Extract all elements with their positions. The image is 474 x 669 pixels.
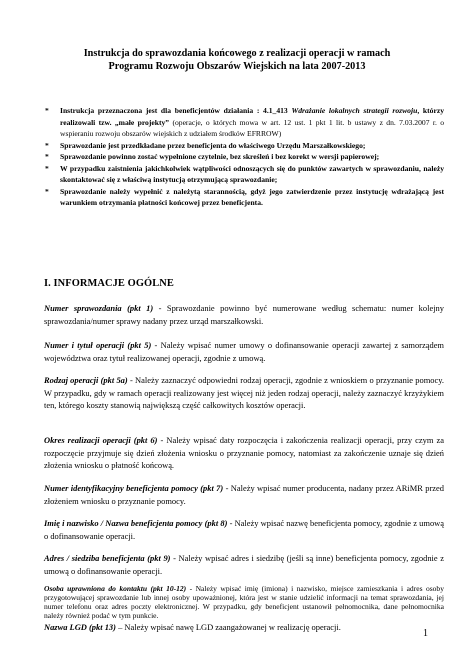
bullet-2: [45, 140, 444, 152]
title-line-1: Instrukcja do sprawozdania końcowego z realizacji operacji w ramach: [83, 48, 391, 59]
bullet-1-text-d: (operacje, o których mowa w art. 12 ust. 1 pkt 1 lit. b ustawy z dn. 7.03.2007 r. o wspieraniu rozwoju obszarów wiejskich z udziałem środków EFRROW): [60, 117, 444, 138]
paragraph-text: - Należy zaznaczyć odpowiedni rodzaj operacji, zgodnie z wnioskiem o przyznanie pomocy. W przypadku, gdy w ramach operacji realizowany jest więcej niż jeden rodzaj operacji, należy zaznaczyć krzyżykiem ten, którego koszty stanowią największą część całkowitych kosztów operacji.: [44, 375, 444, 411]
paragraph-text: - Należy wpisać imię (imiona) i nazwisko, miejsce zamieszkania i adres osoby przygotowującej sprawozdanie lub innej osoby upoważnionej, która jest w stanie udzielić informacji na temat sprawozdania, jej numer telefonu oraz adres poczty elektronicznej. W przypadku, gdy beneficjent ustanowił pełnomocnika, dane pełnomocnika należy również podać w tym punkcie.: [44, 584, 444, 621]
paragraph-lead: Rodzaj operacji (pkt 5a): [44, 375, 128, 385]
paragraph-lead: Okres realizacji operacji (pkt 6): [44, 435, 158, 445]
title-line-2: Programu Rozwoju Obszarów Wiejskich na lata 2007-2013: [108, 61, 366, 72]
paragraph-text: - Należy wpisać numer producenta, nadany przez ARiMR przed złożeniem wniosku o przyznanie pomocy.: [44, 483, 444, 506]
paragraph-lead: Adres / siedziba beneficjenta (pkt 9): [44, 553, 171, 563]
paragraph-lead: Osoba uprawniona do kontaktu (pkt 10-12): [44, 584, 187, 593]
paragraph-lgd-name: [44, 621, 444, 634]
bullet-marker: *: [45, 140, 49, 150]
bullet-marker: *: [45, 186, 49, 196]
paragraph-lead: Numer i tytuł operacji (pkt 5): [44, 340, 152, 350]
paragraph-operation-number: [44, 339, 444, 364]
paragraph-lead: Imię i nazwisko / Nazwa beneficjenta pomocy (pkt 8): [44, 518, 228, 528]
paragraph-lead: Nazwa LGD (pkt 13): [44, 622, 116, 632]
bullet-1-text-a: Instrukcja przeznaczona jest dla beneficjentów działania : 4.1_413: [60, 106, 292, 115]
bullet-5: [45, 186, 444, 209]
paragraph-beneficiary-address: [44, 552, 444, 577]
paragraph-identification-number: [44, 482, 444, 507]
paragraph-text: - Należy wpisać numer umowy o dofinansowanie operacji zawartej z samorządem województwa oraz tytuł realizowanej operacji, zgodnie z umową.: [44, 340, 444, 363]
document-title: [30, 47, 444, 73]
paragraph-lead: Numer identyfikacyjny beneficjenta pomocy (pkt 7): [44, 483, 224, 493]
bullet-4: [45, 163, 444, 186]
bullet-1-text-b: Wdrażanie lokalnych strategii rozwoju: [291, 106, 418, 115]
paragraph-text: - Należy wpisać adres i siedzibę (jeśli są inne) beneficjenta pomocy, zgodnie z umową o dofinansowanie operacji.: [44, 553, 444, 576]
paragraph-lead: Numer sprawozdania (pkt 1): [44, 303, 154, 313]
bullet-1-text-c: , którzy realizowali tzw. „małe projekty”: [60, 106, 444, 127]
paragraph-text: - Należy wpisać nazwę beneficjenta pomocy, zgodnie z umową o dofinansowanie operacji.: [44, 518, 444, 541]
page-number: 1: [423, 628, 428, 639]
paragraph-beneficiary-name: [44, 517, 444, 542]
bullet-marker: *: [45, 163, 49, 173]
bullet-2-text: Sprawozdanie jest przedkładane przez beneficjenta do właściwego Urzędu Marszałkowskiego;: [60, 140, 366, 150]
bullet-marker: *: [45, 106, 49, 115]
bullet-4-text: W przypadku zaistnienia jakichkolwiek wątpliwości odnoszących się do punktów zawartych w sprawozdaniu, należy skontaktować się z właściwą instytucją otrzymującą sprawozdanie;: [60, 163, 444, 184]
paragraph-text: – Należy wpisać nawę LGD zaangażowanej w realizację operacji.: [115, 622, 341, 632]
paragraph-report-number: [44, 302, 444, 327]
bullet-3-text: Sprawozdanie powinno zostać wypełnione czytelnie, bez skreśleń i bez korekt w wersji papierowej;: [60, 152, 380, 161]
paragraph-text: - Należy wpisać daty rozpoczęcia i zakończenia realizacji operacji, przy czym za rozpoczęcie przyjmuje się dzień złożenia wniosku o przyznanie pomocy, natomiast za zakończenie uznaje się dzień złożenia wniosku o płatność końcową.: [44, 435, 445, 471]
bullet-5-text: Sprawozdanie należy wypełnić z należytą starannością, gdyż jego zatwierdzenie przez instytucję wdrażającą jest warunkiem otrzymania płatności końcowej przez beneficjenta.: [60, 186, 444, 207]
bullet-1: [45, 105, 444, 140]
instruction-bullets: [45, 105, 444, 209]
paragraph-operation-period: [44, 434, 444, 472]
bullet-marker: *: [45, 152, 49, 161]
section-title: I. INFORMACJE OGÓLNE: [44, 278, 174, 289]
paragraph-operation-type: [44, 374, 444, 412]
paragraph-contact-person: [44, 584, 444, 620]
paragraph-text: - Sprawozdanie powinno być numerowane według schematu: numer kolejny sprawozdania/numer sprawy nadany przez urząd marszałkowski.: [44, 303, 444, 326]
bullet-3: [45, 151, 444, 163]
